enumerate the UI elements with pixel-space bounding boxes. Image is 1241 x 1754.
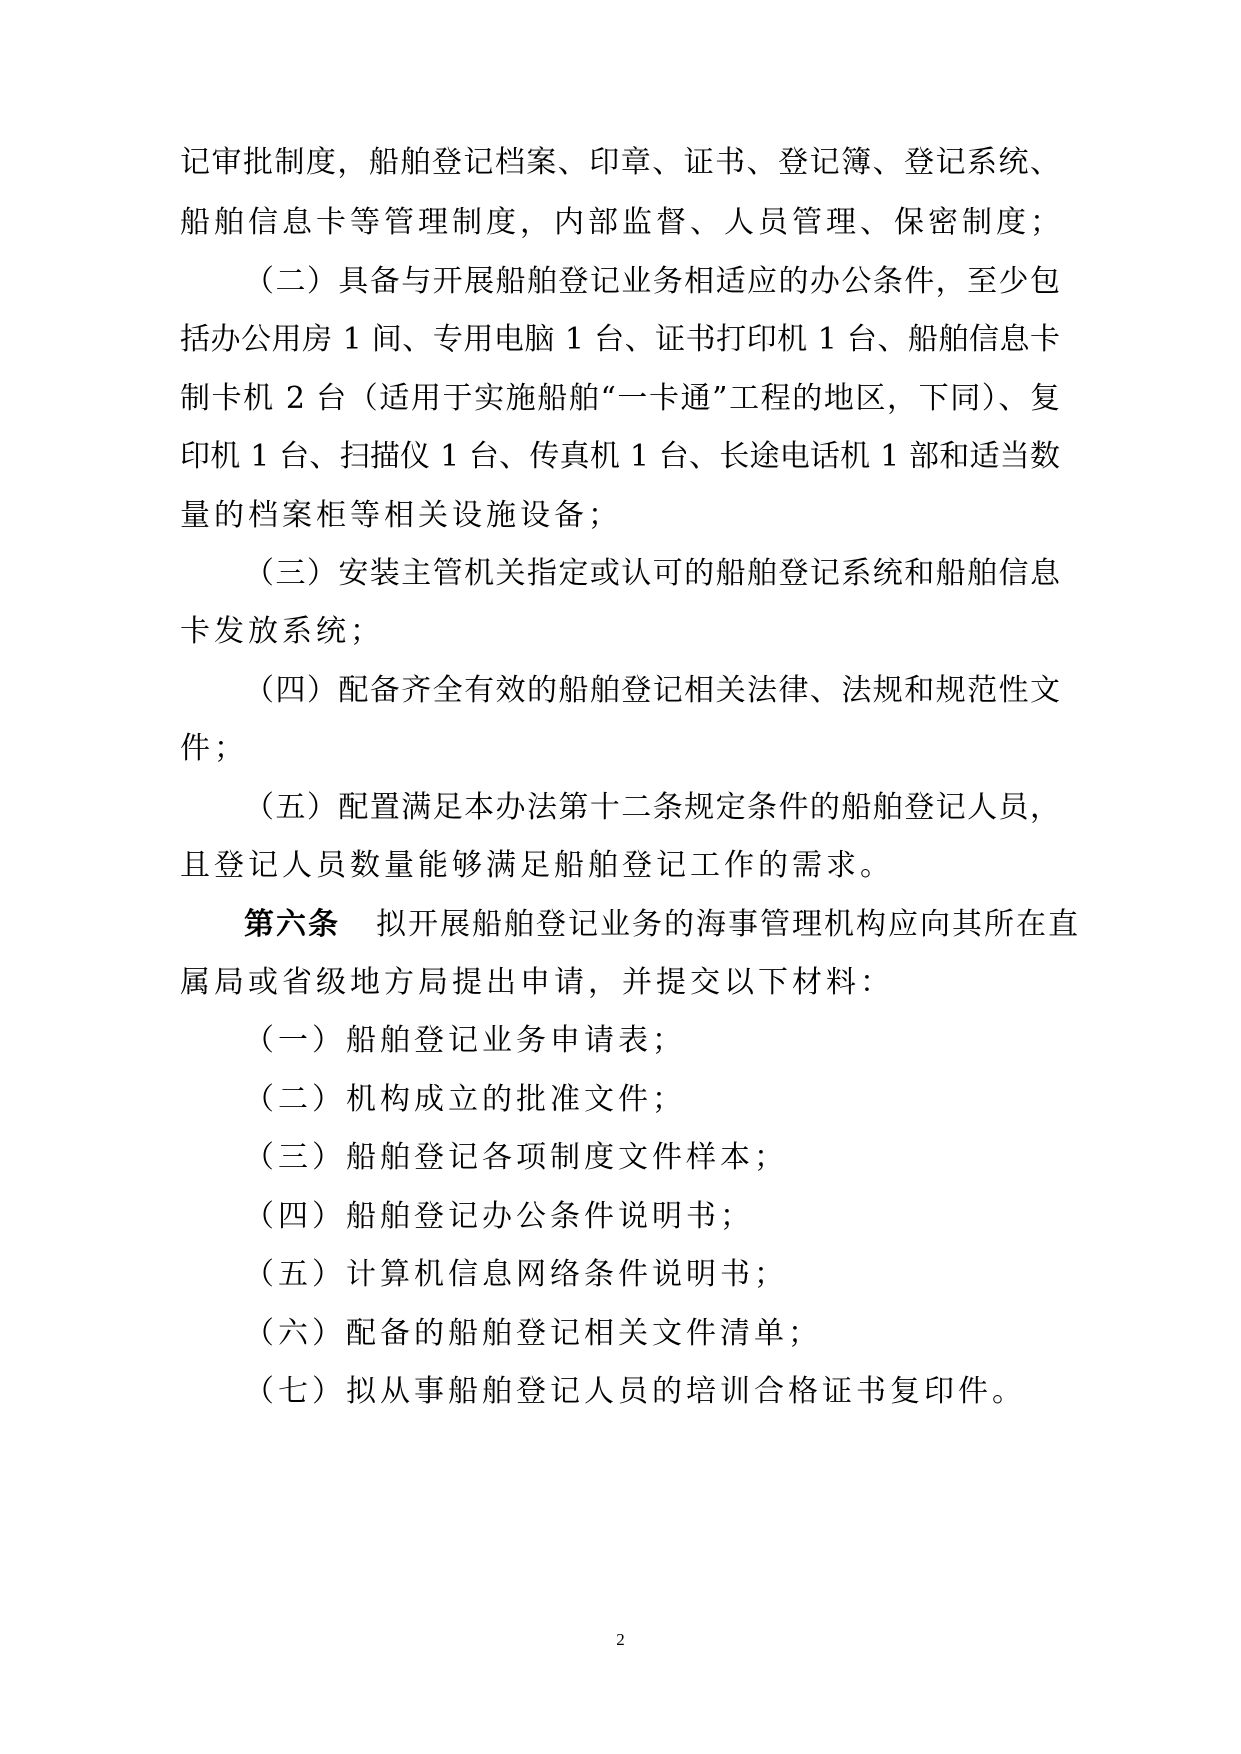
list-item: （一）船舶登记业务申请表；	[244, 1023, 686, 1058]
text-line: 船舶信息卡等管理制度，内部监督、人员管理、保密制度；	[180, 205, 1064, 240]
text-line: 量的档案柜等相关设施设备；	[180, 498, 622, 533]
list-item: （四）船舶登记办公条件说明书；	[244, 1199, 754, 1234]
list-item: （六）配备的船舶登记相关文件清单；	[244, 1316, 822, 1351]
text-line: 卡发放系统；	[180, 614, 384, 649]
article-text: 拟开展船舶登记业务的海事管理机构应向其所在直	[376, 907, 1080, 942]
text-line: 制卡机 2 台（适用于实施船舶“一卡通”工程的地区，下同）、复	[180, 381, 1060, 416]
list-item: （二）机构成立的批准文件；	[244, 1082, 686, 1117]
article-6-first-line	[244, 905, 1080, 945]
page-number: 2	[616, 1630, 625, 1649]
text-line: （四）配备齐全有效的船舶登记相关法律、法规和规范性文	[244, 673, 1060, 708]
list-item: （七）拟从事船舶登记人员的培训合格证书复印件。	[244, 1374, 1026, 1409]
text-line: 且登记人员数量能够满足船舶登记工作的需求。	[180, 848, 894, 883]
list-item: （五）计算机信息网络条件说明书；	[244, 1257, 788, 1292]
text-line: （三）安装主管机关指定或认可的船舶登记系统和船舶信息	[244, 556, 1060, 591]
text-line: 记审批制度，船舶登记档案、印章、证书、登记簿、登记系统、	[180, 145, 1060, 180]
list-item: （三）船舶登记各项制度文件样本；	[244, 1140, 788, 1175]
text-line: （五）配置满足本办法第十二条规定条件的船舶登记人员，	[244, 790, 1060, 825]
text-line: 印机 1 台、扫描仪 1 台、传真机 1 台、长途电话机 1 部和适当数	[180, 439, 1060, 474]
text-line: 属局或省级地方局提出申请，并提交以下材料：	[180, 965, 894, 1000]
text-line: 括办公用房 1 间、专用电脑 1 台、证书打印机 1 台、船舶信息卡	[180, 322, 1060, 357]
article-heading: 第六条	[244, 907, 340, 942]
text-line: （二）具备与开展船舶登记业务相适应的办公条件，至少包	[244, 264, 1060, 299]
text-line: 件；	[180, 731, 248, 766]
